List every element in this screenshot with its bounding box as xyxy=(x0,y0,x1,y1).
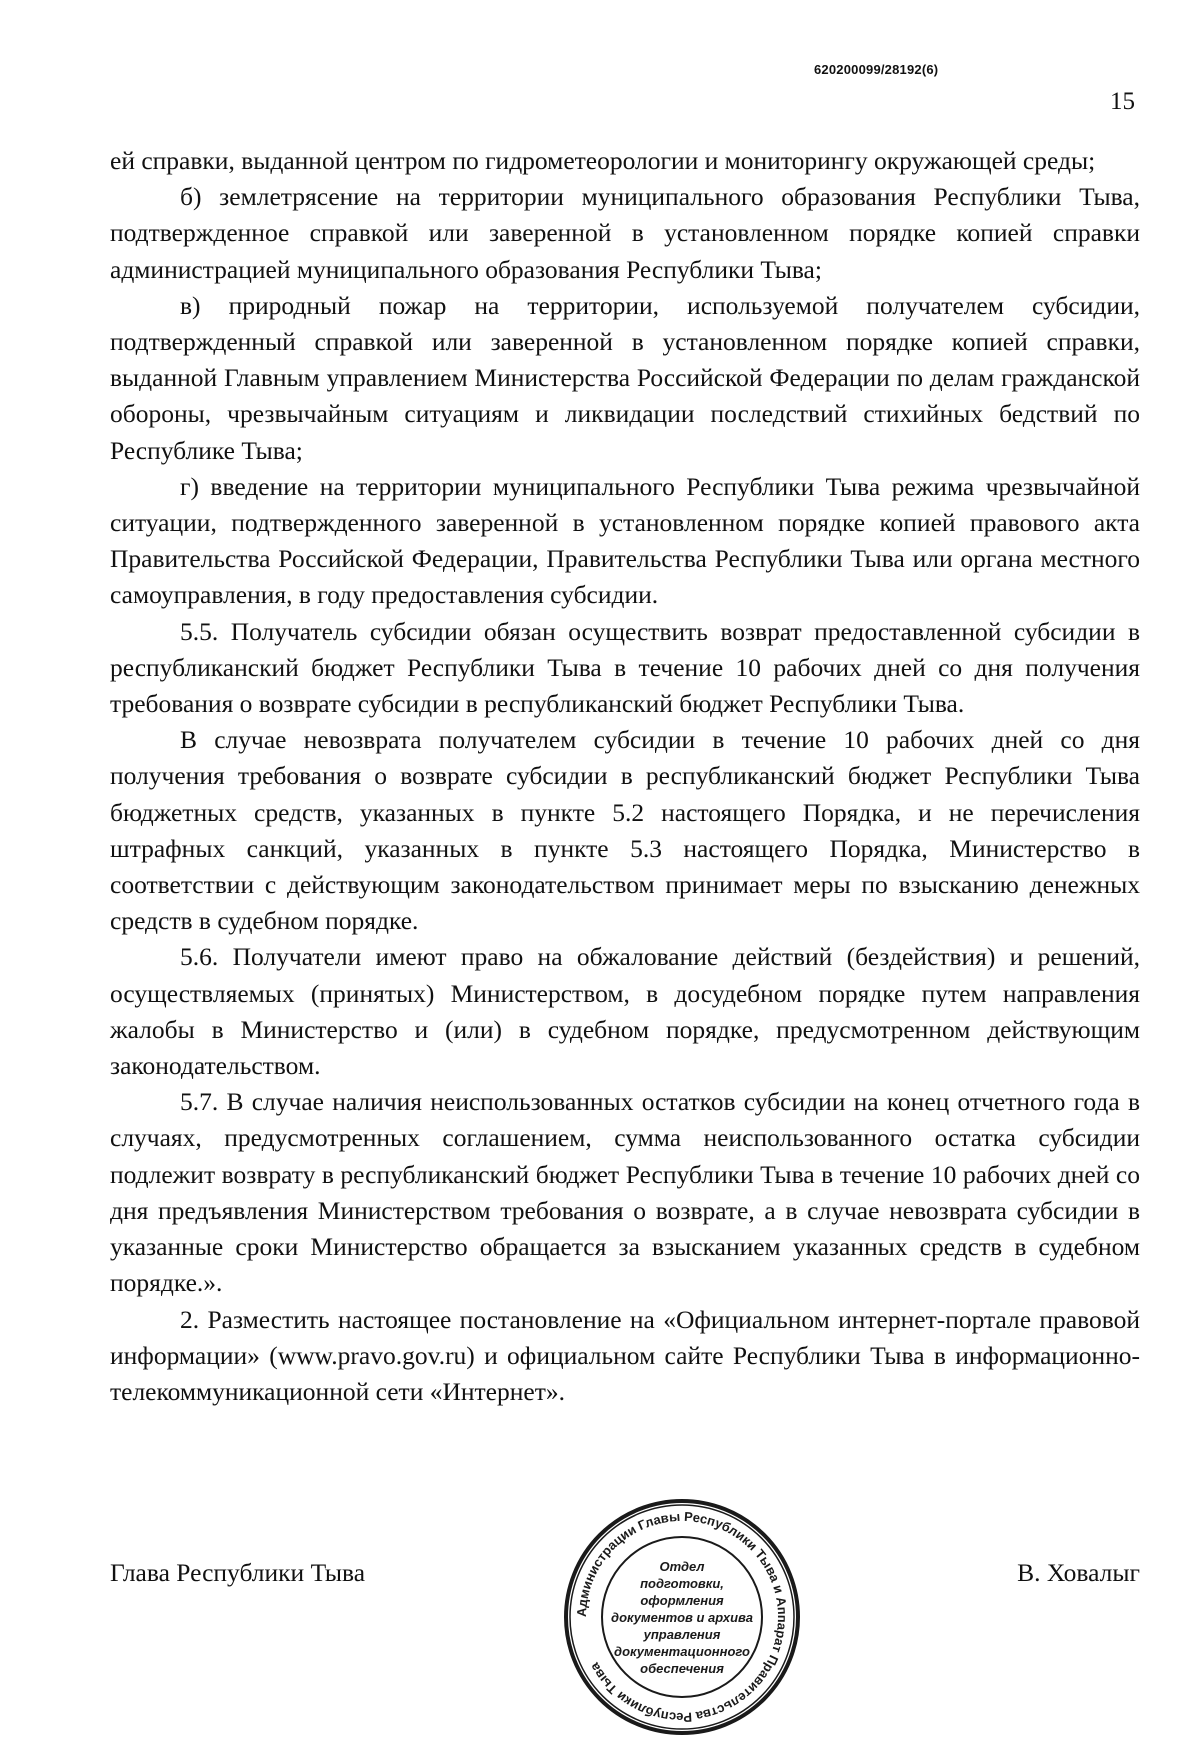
stamp-center-line: Отдел xyxy=(659,1559,705,1574)
paragraph: 5.6. Получатели имеют право на обжалование действий (бездействия) и решений, осуществляемых (принятых) Министерством, в досудебном порядке путем направления жалобы в Министерство и (или) в судебном порядке, предусмотренном действующим законодательством. xyxy=(110,942,1140,1081)
paragraph: 5.5. Получатель субсидии обязан осуществить возврат предоставленной субсидии в республиканский бюджет Республики Тыва в течение 10 рабочих дней со дня получения требования о возврате субсидии в республиканский бюджет Республики Тыва. xyxy=(110,616,1140,719)
paragraph: в) природный пожар на территории, используемой получателем субсидии, подтвержденный справкой или заверенной в установленном порядке копией справки, выданной Главным управлением Министерства Российской Федерации по делам гражданской обороны, чрезвычайным ситуациям и ликвидации последствий стихийных бедствий по Республике Тыва; xyxy=(110,290,1140,465)
signer-name: В. Ховалыг xyxy=(1017,1558,1140,1587)
paragraph: ей справки, выданной центром по гидрометеорологии и мониторингу окружающей среды; xyxy=(110,146,1096,175)
paragraph: г) введение на территории муниципального Республики Тыва режима чрезвычайной ситуации, подтвержденного заверенной в установленном порядке копией правового акта Правительства Российской Федерации, Правительства Республики Тыва или органа местного самоуправления, в году предоставления субсидии. xyxy=(110,471,1140,610)
signer-position: Глава Республики Тыва xyxy=(110,1558,366,1587)
paragraph: В случае невозврата получателем субсидии в течение 10 рабочих дней со дня получения требования о возврате субсидии в республиканский бюджет Республики Тыва бюджетных средств, указанных в пункте 5.2 настоящего Порядка, и не перечисления штрафных санкций, указанных в пункте 5.3 настоящего Порядка, Министерство в соответствии с действующим законодательством принимает меры по взысканию денежных средств в судебном порядке. xyxy=(110,725,1140,936)
paragraph: б) землетрясение на территории муниципального образования Республики Тыва, подтвержденное справкой или заверенной в установленном порядке копией справки администрацией муниципального образования Республики Тыва; xyxy=(110,182,1140,284)
stamp-center-line: управления xyxy=(643,1627,721,1642)
stamp-center-line: оформления xyxy=(640,1593,724,1608)
signature-block xyxy=(110,1558,1140,1598)
stamp-center-line: обеспечения xyxy=(640,1661,724,1676)
official-stamp xyxy=(560,1495,804,1739)
stamp-center-line: подготовки, xyxy=(640,1576,724,1591)
paragraph: 2. Разместить настоящее постановление на «Официальном интернет-портале правовой информации» (www.pravo.gov.ru) и официальном сайте Республики Тыва в информационно-телекоммуникационной сети «Интернет». xyxy=(110,1304,1140,1406)
paragraph: 5.7. В случае наличия неиспользованных остатков субсидии на конец отчетного года в случаях, предусмотренных соглашением, сумма неиспользованного остатка субсидии подлежит возврату в республиканский бюджет Республики Тыва в течение 10 рабочих дней со дня предъявления Министерством требования о возврате, а в случае невозврата субсидии в указанные сроки Министерство обращается за взысканием указанных средств в судебном порядке.». xyxy=(110,1087,1140,1298)
stamp-center-line: документационного xyxy=(614,1644,750,1659)
document-body xyxy=(110,143,1140,1410)
stamp-ring-text: Администрации Главы Республики Тыва и Аппарат Правительства Республики Тыва xyxy=(573,1508,791,1726)
page-number: 15 xyxy=(1110,88,1135,115)
stamp-center-line: документов и архива xyxy=(611,1610,753,1625)
document-code: 620200099/28192(6) xyxy=(814,62,939,77)
